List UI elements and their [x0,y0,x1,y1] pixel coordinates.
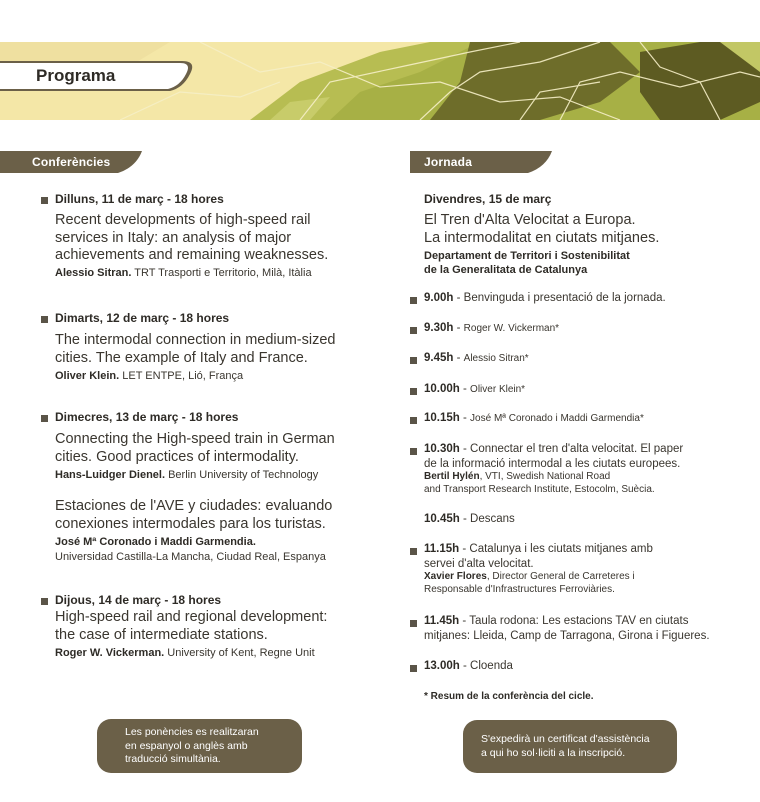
bullet-icon [41,415,48,422]
talk-title: Connecting the High-speed train in German cities. Good practices of intermodality. [55,431,335,465]
bullet-icon [41,598,48,605]
bullet-icon [41,316,48,323]
schedule-item: 9.00h - Benvinguda i presentació de la jornada. [424,292,666,304]
language-note: Les ponències es realitzaran en espanyol o anglès amb traducció simultània. [97,719,302,773]
talk-title: The intermodal connection in medium-sized cities. The example of Italy and France. [55,332,336,366]
session-day: Dilluns, 11 de març - 18 hores [55,192,224,206]
bullet-icon [410,665,417,672]
footnote: * Resum de la conferència del cicle. [424,691,594,702]
jornada-title: El Tren d'Alta Velocitat a Europa. La intermodalitat en ciutats mitjanes. [424,212,660,246]
conferences-tab-label: Conferències [32,155,111,169]
schedule-item: 9.30h - Roger W. Vickerman* [424,322,560,334]
schedule-item: 10.00h - Oliver Klein* [424,383,526,395]
jornada-organizer: Departament de Territori i Sostenibilitat de la Generalitata de Catalunya [424,250,630,276]
schedule-item: 11.15h - Catalunya i les ciutats mitjanes amb servei d'alta velocitat. Xavier Flores, Director General de Carreteres i Responsable d'Infrastructures Ferroviàries. [424,543,653,595]
talk-speaker: Roger W. Vickerman. University of Kent, Regne Unit [55,647,315,659]
bullet-icon [41,197,48,204]
talk-title: Estaciones de l'AVE y ciudades: evaluando conexiones intermodales para los turistas. [55,498,333,532]
talk-speaker: Hans-Luidger Dienel. Berlin University of Technology [55,469,319,481]
bullet-icon [410,297,417,304]
session-day: Dimecres, 13 de març - 18 hores [55,410,239,424]
page-title: Programa [36,66,116,85]
jornada-date: Divendres, 15 de març [424,192,552,206]
bullet-icon [410,448,417,455]
bullet-icon [410,327,417,334]
schedule-item: 9.45h - Alessio Sitran* [424,352,529,364]
bullet-icon [410,548,417,555]
talk-speaker: Alessio Sitran. TRT Trasporti e Territorio, Milà, Itàlia [55,267,312,279]
bullet-icon [410,417,417,424]
schedule-item: 13.00h - Cloenda [424,660,513,672]
bullet-icon [410,388,417,395]
talk-speaker: José Mª Coronado i Maddi Garmendia. Universidad Castilla-La Mancha, Ciudad Real, Espanya [55,536,326,563]
talk-speaker: Oliver Klein. LET ENTPE, Lió, França [55,370,244,382]
session-day: Dimarts, 12 de març - 18 hores [55,311,230,325]
bullet-icon [410,357,417,364]
jornada-tab-label: Jornada [424,155,473,169]
talk-title: Recent developments of high-speed rail services in Italy: an analysis of major achievements and remaining weaknesses. [55,212,329,263]
certificate-note: S'expedirà un certificat d'assistència a qui ho sol·liciti a la inscripció. [463,720,677,773]
session-day: Dijous, 14 de març - 18 hores [55,593,222,607]
schedule-item: 11.45h - Taula rodona: Les estacions TAV en ciutats mitjanes: Lleida, Camp de Tarragona, Girona i Figueres. [424,615,710,642]
talk-title: High-speed rail and regional development: the case of intermediate stations. [55,609,328,643]
schedule-item: 10.45h - Descans [424,513,515,525]
schedule-item: 10.30h - Connectar el tren d'alta velocitat. El paper de la informació intermodal a les ciutats europees. Bertil Hylén, VTI, Swedish National Road and Transport Research Institute, Estocolm, Suècia. [424,443,684,495]
bullet-icon [410,620,417,627]
schedule-item: 10.15h - José Mª Coronado i Maddi Garmendia* [424,412,644,424]
